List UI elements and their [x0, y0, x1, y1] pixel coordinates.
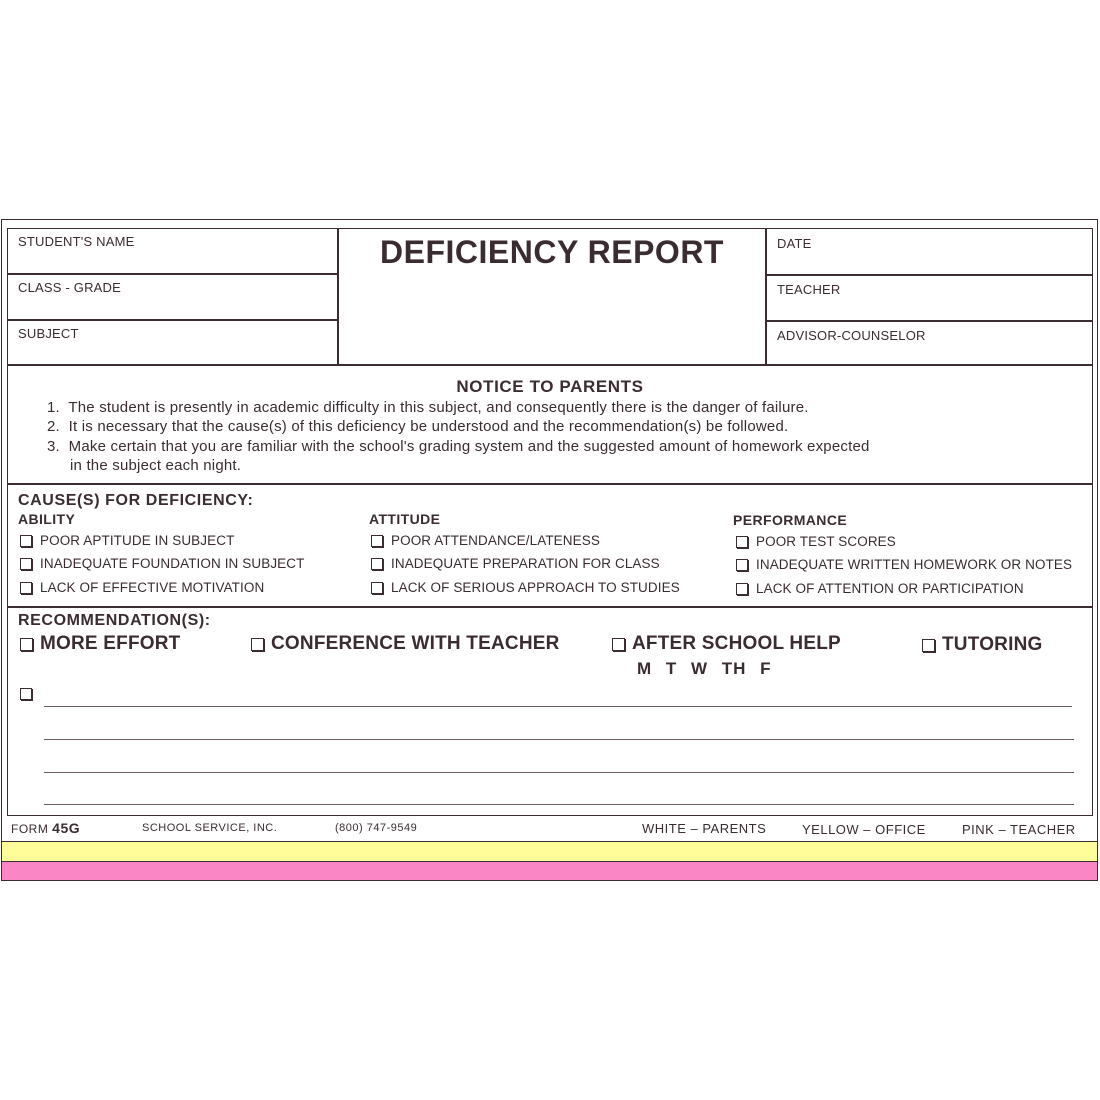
- rec-write-line[interactable]: [44, 739, 1074, 740]
- checkbox-icon[interactable]: [736, 583, 748, 595]
- notice-item-1: 1. The student is presently in academic difficulty in this subject, and consequently there is the danger of failure.: [47, 399, 809, 416]
- checkbox-icon[interactable]: [251, 638, 264, 651]
- cause-label: INADEQUATE PREPARATION FOR CLASS: [391, 556, 660, 571]
- checkbox-icon[interactable]: [371, 535, 383, 547]
- cause-poor-attendance[interactable]: [371, 533, 600, 548]
- cause-label: INADEQUATE WRITTEN HOMEWORK OR NOTES: [756, 557, 1073, 572]
- cause-lack-attention[interactable]: [736, 581, 1024, 596]
- checkbox-icon[interactable]: [922, 639, 935, 652]
- notice-item-2: 2. It is necessary that the cause(s) of this deficiency be understood and the recommendation(s) be followed.: [47, 418, 789, 435]
- advisor-counselor-field[interactable]: [765, 320, 1093, 366]
- notice-heading: NOTICE TO PARENTS: [456, 377, 644, 396]
- attitude-heading: ATTITUDE: [369, 511, 441, 527]
- cause-label: POOR TEST SCORES: [756, 534, 896, 549]
- cause-lack-motivation[interactable]: [20, 580, 264, 595]
- cause-label: POOR ATTENDANCE/LATENESS: [391, 533, 600, 548]
- cause-inadequate-homework[interactable]: [736, 557, 1072, 572]
- cause-poor-test-scores[interactable]: [736, 534, 896, 549]
- pink-copy-edge: [1, 861, 1098, 881]
- class-grade-label: CLASS - GRADE: [18, 280, 122, 295]
- checkbox-icon[interactable]: [20, 535, 32, 547]
- subject-label: SUBJECT: [18, 326, 79, 341]
- student-name-label: STUDENT'S NAME: [18, 234, 135, 249]
- form-number: [11, 820, 80, 836]
- rec-after-school-help[interactable]: [612, 633, 841, 655]
- copy-pink-teacher: PINK – TEACHER: [962, 822, 1076, 837]
- rec-label: TUTORING: [942, 634, 1043, 655]
- recommendations-heading: RECOMMENDATION(S):: [18, 612, 211, 629]
- checkbox-icon[interactable]: [736, 559, 748, 571]
- rec-label: AFTER SCHOOL HELP: [632, 633, 841, 654]
- causes-heading: CAUSE(S) FOR DEFICIENCY:: [18, 492, 254, 509]
- checkbox-icon[interactable]: [371, 558, 383, 570]
- copy-yellow-office: YELLOW – OFFICE: [802, 822, 926, 837]
- rec-other[interactable]: [20, 688, 40, 700]
- rec-label: CONFERENCE WITH TEACHER: [271, 633, 560, 654]
- performance-heading: PERFORMANCE: [733, 512, 848, 528]
- after-school-days: M T W TH F: [637, 659, 772, 678]
- cause-label: INADEQUATE FOUNDATION IN SUBJECT: [40, 556, 305, 571]
- ability-heading: ABILITY: [18, 511, 76, 527]
- checkbox-icon[interactable]: [20, 638, 33, 651]
- cause-inadequate-preparation[interactable]: [371, 556, 660, 571]
- cause-label: POOR APTITUDE IN SUBJECT: [40, 533, 235, 548]
- date-field[interactable]: [765, 228, 1093, 276]
- cause-inadequate-foundation[interactable]: [20, 556, 304, 571]
- phone-number: (800) 747-9549: [335, 822, 418, 834]
- cause-label: LACK OF SERIOUS APPROACH TO STUDIES: [391, 580, 680, 595]
- rec-label: MORE EFFORT: [40, 633, 181, 654]
- advisor-counselor-label: ADVISOR-COUNSELOR: [777, 328, 926, 343]
- cause-label: LACK OF ATTENTION OR PARTICIPATION: [756, 581, 1024, 596]
- copy-white-parents: WHITE – PARENTS: [642, 821, 767, 836]
- rec-more-effort[interactable]: [20, 633, 180, 655]
- checkbox-icon[interactable]: [736, 536, 748, 548]
- checkbox-icon[interactable]: [371, 582, 383, 594]
- cause-lack-serious-approach[interactable]: [371, 580, 680, 595]
- notice-item-3: 3. Make certain that you are familiar with the school's grading system and the suggested amount of homework expected: [47, 438, 870, 455]
- cause-poor-aptitude[interactable]: [20, 533, 234, 548]
- cause-label: LACK OF EFFECTIVE MOTIVATION: [40, 580, 265, 595]
- rec-write-line[interactable]: [44, 772, 1074, 773]
- teacher-label: TEACHER: [777, 282, 841, 297]
- page-title: DEFICIENCY REPORT: [380, 234, 724, 270]
- yellow-copy-edge: [1, 842, 1098, 861]
- rec-tutoring[interactable]: [922, 634, 1042, 656]
- checkbox-icon[interactable]: [20, 582, 32, 594]
- rec-write-line[interactable]: [44, 804, 1074, 805]
- notice-item-3-continued: in the subject each night.: [70, 457, 242, 474]
- date-label: DATE: [777, 236, 812, 251]
- company-name: SCHOOL SERVICE, INC.: [142, 822, 278, 834]
- form-label: FORM: [11, 822, 49, 836]
- form-number-value: 45G: [52, 820, 81, 836]
- checkbox-icon[interactable]: [612, 638, 625, 651]
- rec-other-line[interactable]: [44, 706, 1072, 707]
- rec-conference-with-teacher[interactable]: [251, 633, 560, 655]
- checkbox-icon[interactable]: [20, 688, 32, 700]
- checkbox-icon[interactable]: [20, 558, 32, 570]
